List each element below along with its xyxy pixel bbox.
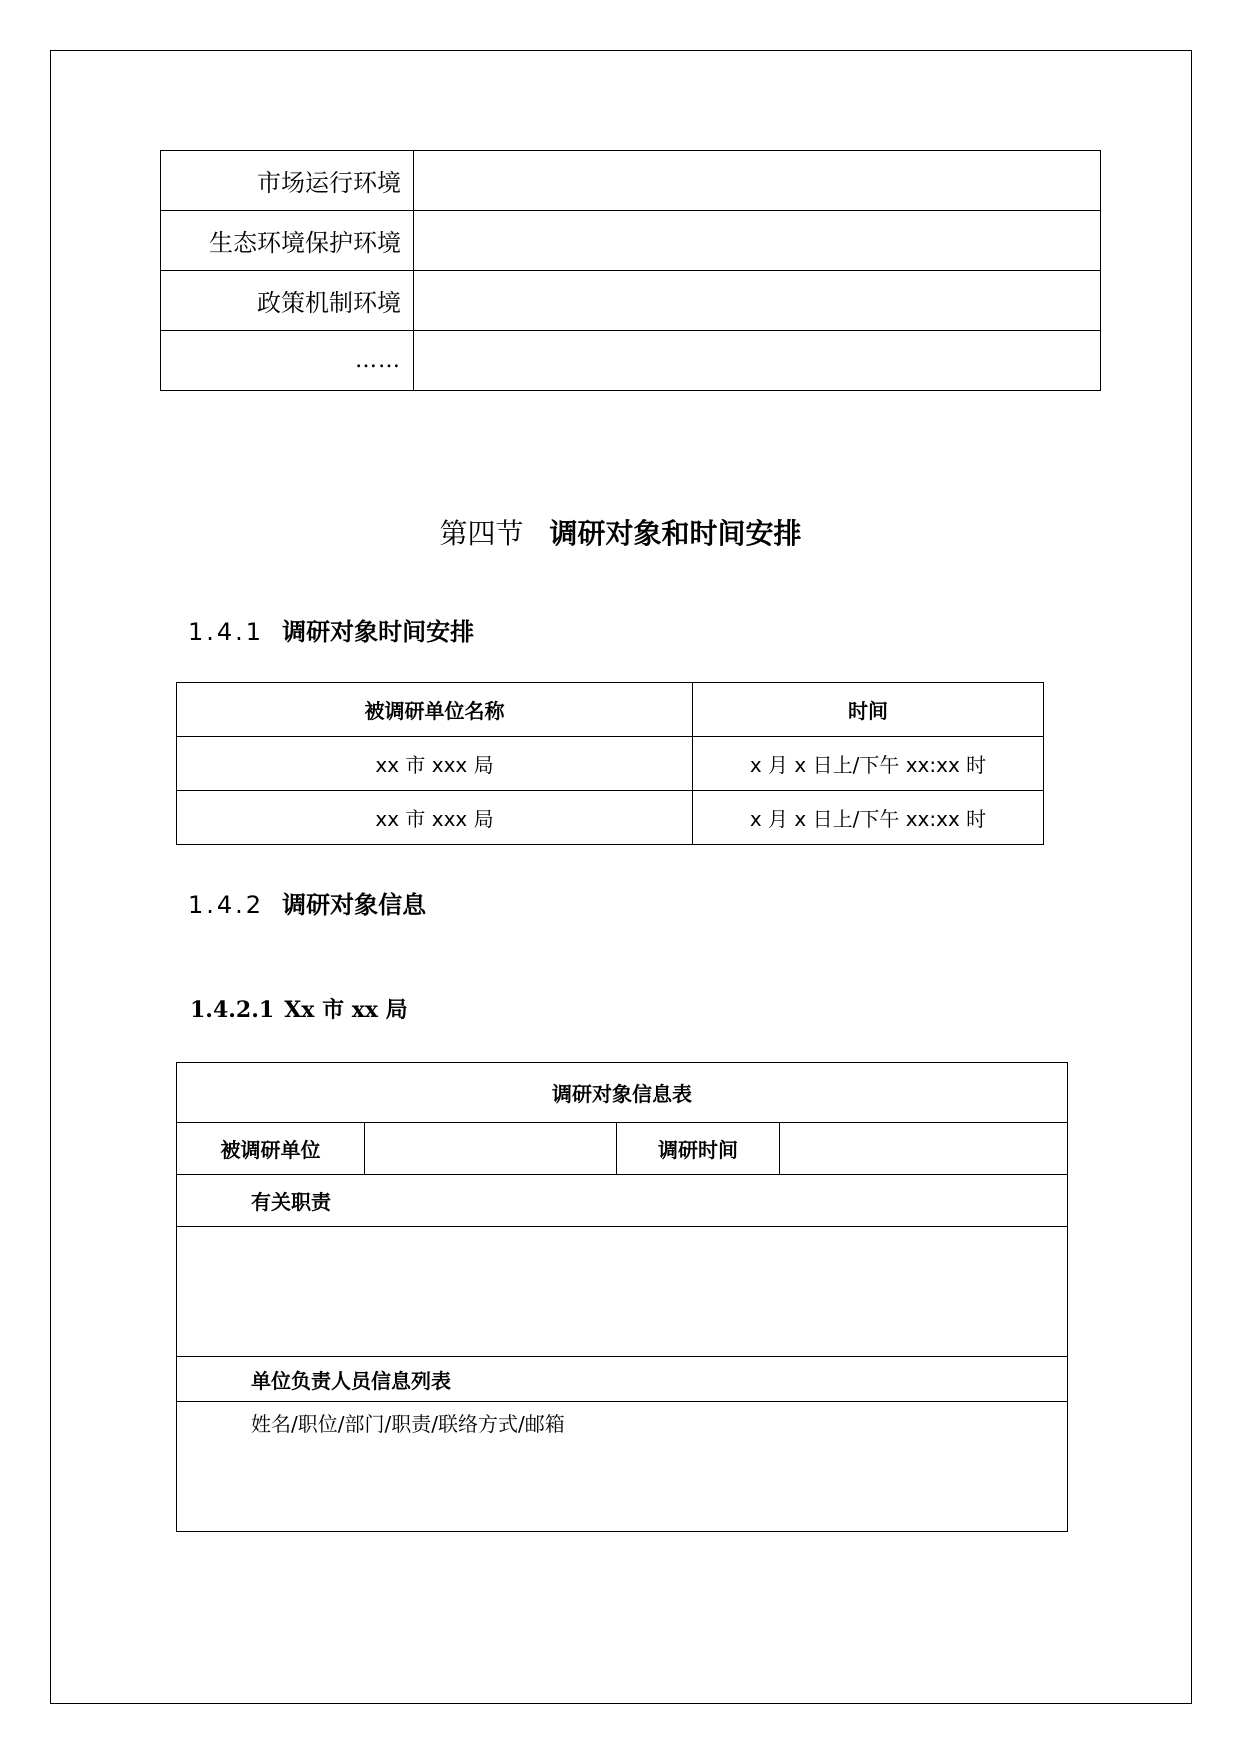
table-header-row bbox=[177, 683, 1044, 737]
table-row bbox=[177, 1357, 1068, 1402]
time-value bbox=[780, 1123, 1068, 1175]
subsection-title: 调研对象信息 bbox=[282, 891, 427, 919]
section-number: 第四节 bbox=[439, 517, 524, 550]
env-value bbox=[414, 211, 1101, 271]
subsection-number: 1.4.2 bbox=[188, 891, 265, 919]
table-row bbox=[161, 331, 1101, 391]
section-heading bbox=[0, 512, 1241, 552]
time-cell: x 月 x 日上/下午 xx:xx 时 bbox=[693, 791, 1044, 845]
subsection-title: 调研对象时间安排 bbox=[282, 618, 475, 646]
table-row bbox=[161, 211, 1101, 271]
subsubsection-heading bbox=[190, 993, 408, 1024]
subject-info-table bbox=[176, 1062, 1068, 1532]
duties-content bbox=[177, 1227, 1068, 1357]
env-value bbox=[414, 331, 1101, 391]
subsection-heading bbox=[188, 885, 426, 920]
column-header: 时间 bbox=[693, 683, 1044, 737]
env-label: …… bbox=[161, 331, 414, 391]
unit-label: 被调研单位 bbox=[177, 1123, 365, 1175]
section-title: 调研对象和时间安排 bbox=[549, 517, 802, 550]
staff-list-label: 单位负责人员信息列表 bbox=[177, 1357, 1068, 1402]
subsubsection-number: 1.4.2.1 bbox=[190, 997, 275, 1023]
env-value bbox=[414, 151, 1101, 211]
env-label: 生态环境保护环境 bbox=[161, 211, 414, 271]
table-row bbox=[161, 151, 1101, 211]
info-table-title: 调研对象信息表 bbox=[177, 1063, 1068, 1123]
env-label: 政策机制环境 bbox=[161, 271, 414, 331]
table-title-row bbox=[177, 1063, 1068, 1123]
subsection-number: 1.4.1 bbox=[188, 618, 265, 646]
env-value bbox=[414, 271, 1101, 331]
unit-value bbox=[365, 1123, 617, 1175]
subsection-heading bbox=[188, 612, 474, 647]
table-row bbox=[177, 737, 1044, 791]
unit-name-cell: xx 市 xxx 局 bbox=[177, 737, 693, 791]
table-row bbox=[177, 1123, 1068, 1175]
time-label: 调研时间 bbox=[617, 1123, 780, 1175]
env-label: 市场运行环境 bbox=[161, 151, 414, 211]
schedule-table bbox=[176, 682, 1044, 845]
time-cell: x 月 x 日上/下午 xx:xx 时 bbox=[693, 737, 1044, 791]
table-row bbox=[161, 271, 1101, 331]
environment-table bbox=[160, 150, 1101, 391]
table-row bbox=[177, 791, 1044, 845]
table-row bbox=[177, 1175, 1068, 1227]
table-row bbox=[177, 1227, 1068, 1357]
table-row bbox=[177, 1402, 1068, 1532]
staff-list-fields: 姓名/职位/部门/职责/联络方式/邮箱 bbox=[177, 1402, 1068, 1532]
column-header: 被调研单位名称 bbox=[177, 683, 693, 737]
duties-label: 有关职责 bbox=[177, 1175, 1068, 1227]
subsubsection-title: Xx 市 xx 局 bbox=[284, 997, 408, 1023]
unit-name-cell: xx 市 xxx 局 bbox=[177, 791, 693, 845]
